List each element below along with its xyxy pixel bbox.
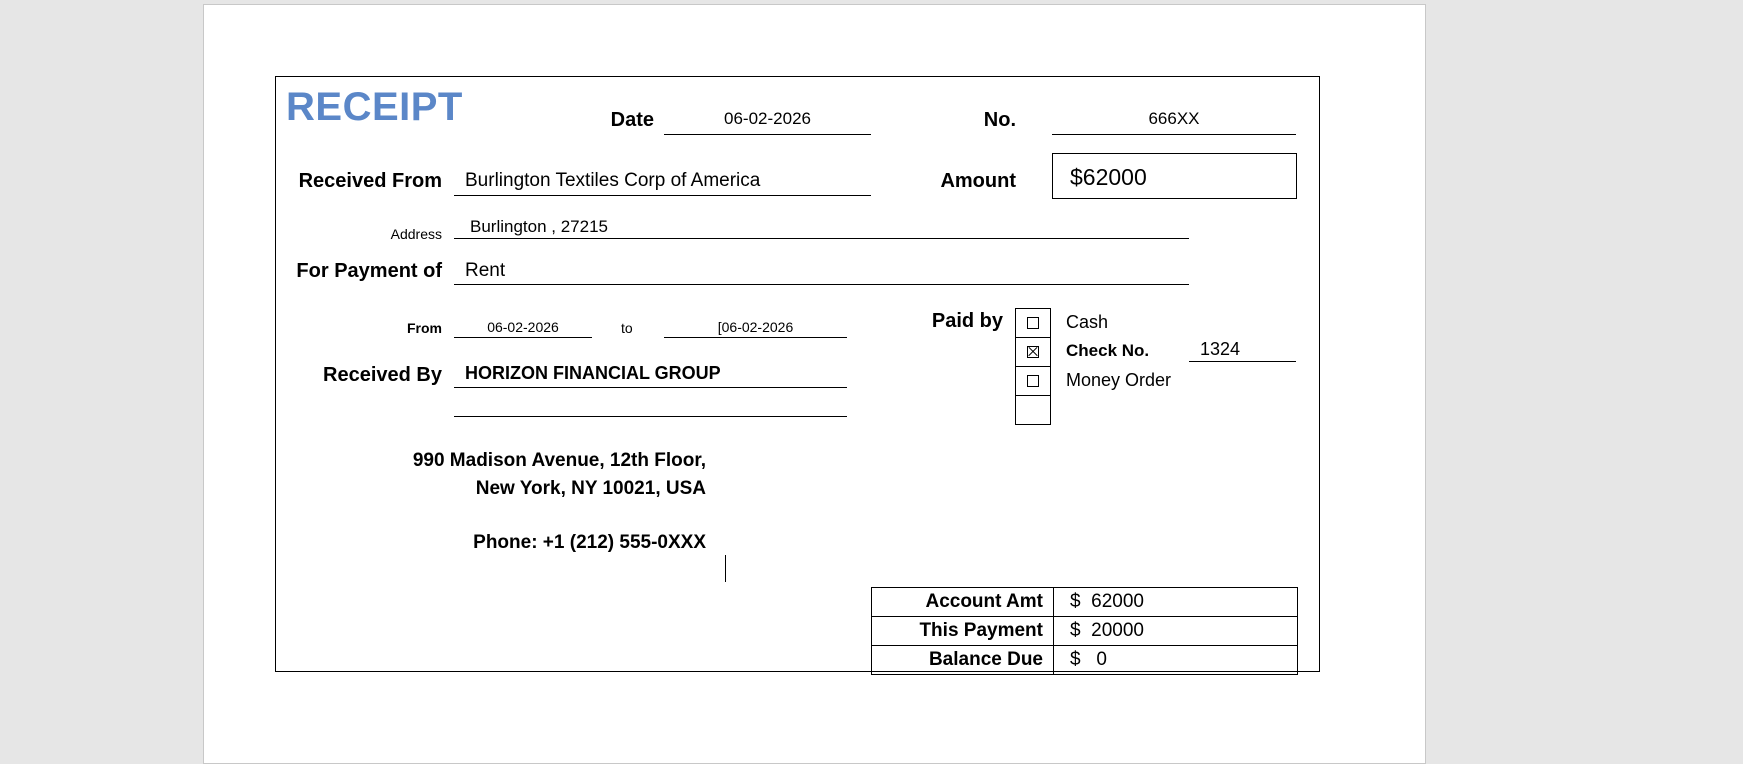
received-by-signature-line[interactable] xyxy=(454,391,847,417)
check-checkbox-cell[interactable] xyxy=(1016,338,1050,367)
table-row xyxy=(872,646,1298,675)
table-row xyxy=(872,617,1298,646)
address-field[interactable] xyxy=(454,217,1189,239)
amount-value: $62000 xyxy=(1070,164,1147,190)
from-label: From xyxy=(407,320,442,336)
cash-checkbox[interactable] xyxy=(1027,317,1039,329)
payment-for-value: Rent xyxy=(465,260,506,281)
receipt-form xyxy=(275,76,1320,672)
payment-for-field[interactable] xyxy=(454,259,1189,285)
check-number-field[interactable] xyxy=(1189,339,1296,362)
received-from-field[interactable] xyxy=(454,169,871,196)
address-label: Address xyxy=(390,226,442,242)
received-by-value: HORIZON FINANCIAL GROUP xyxy=(465,363,721,383)
date-label: Date xyxy=(610,109,654,131)
to-date-field[interactable] xyxy=(664,319,847,338)
paid-by-label: Paid by xyxy=(931,310,1003,332)
cash-option-label: Cash xyxy=(1066,312,1109,332)
receipt-number-value: 666XX xyxy=(1148,109,1200,128)
account-amount-value: 62000 xyxy=(1091,591,1144,612)
text-cursor xyxy=(725,555,726,582)
balance-due-value: 0 xyxy=(1096,649,1107,670)
to-date-value: [06-02-2026 xyxy=(717,319,794,335)
this-payment-label: This Payment xyxy=(872,617,1054,646)
receipt-number-label: No. xyxy=(983,109,1016,131)
receipt-number-field[interactable] xyxy=(1052,109,1296,135)
amount-field[interactable] xyxy=(1052,153,1297,199)
check-option-label: Check No. xyxy=(1066,341,1150,360)
money-order-option-label: Money Order xyxy=(1066,370,1172,390)
currency-symbol: $ xyxy=(1070,591,1081,612)
cash-checkbox-cell[interactable] xyxy=(1016,309,1050,338)
table-row xyxy=(872,588,1298,617)
money-order-checkbox[interactable] xyxy=(1027,375,1039,387)
received-from-label: Received From xyxy=(298,170,442,192)
balance-due-cell[interactable] xyxy=(1054,646,1298,675)
received-from-value: Burlington Textiles Corp of America xyxy=(465,170,761,191)
this-payment-cell[interactable] xyxy=(1054,617,1298,646)
address-value: Burlington , 27215 xyxy=(470,217,608,236)
money-order-checkbox-cell[interactable] xyxy=(1016,367,1050,396)
account-amount-cell[interactable] xyxy=(1054,588,1298,617)
company-phone: Phone: +1 (212) 555-0XXX xyxy=(473,532,706,553)
date-field[interactable] xyxy=(664,109,871,135)
check-number-value: 1324 xyxy=(1200,339,1241,359)
check-checkbox[interactable] xyxy=(1027,346,1039,358)
received-by-label: Received By xyxy=(323,364,442,386)
account-amount-label: Account Amt xyxy=(872,588,1054,617)
to-label: to xyxy=(621,320,633,336)
other-checkbox-cell[interactable] xyxy=(1016,396,1050,425)
currency-symbol: $ xyxy=(1070,649,1081,670)
totals-table xyxy=(871,587,1298,675)
company-address-line2: New York, NY 10021, USA xyxy=(475,478,706,499)
this-payment-value: 20000 xyxy=(1091,620,1144,641)
receipt-title: RECEIPT xyxy=(286,85,463,129)
received-by-field[interactable] xyxy=(454,362,847,388)
company-address xyxy=(336,447,706,557)
date-value: 06-02-2026 xyxy=(724,109,811,128)
amount-label: Amount xyxy=(940,170,1016,192)
document-page xyxy=(203,4,1426,764)
currency-symbol: $ xyxy=(1070,620,1081,641)
from-date-field[interactable] xyxy=(454,319,592,338)
company-address-line1: 990 Madison Avenue, 12th Floor, xyxy=(412,450,706,471)
payment-for-label: For Payment of xyxy=(296,260,442,282)
from-date-value: 06-02-2026 xyxy=(487,319,559,335)
balance-due-label: Balance Due xyxy=(872,646,1054,675)
payment-method-checkboxes xyxy=(1015,308,1051,425)
